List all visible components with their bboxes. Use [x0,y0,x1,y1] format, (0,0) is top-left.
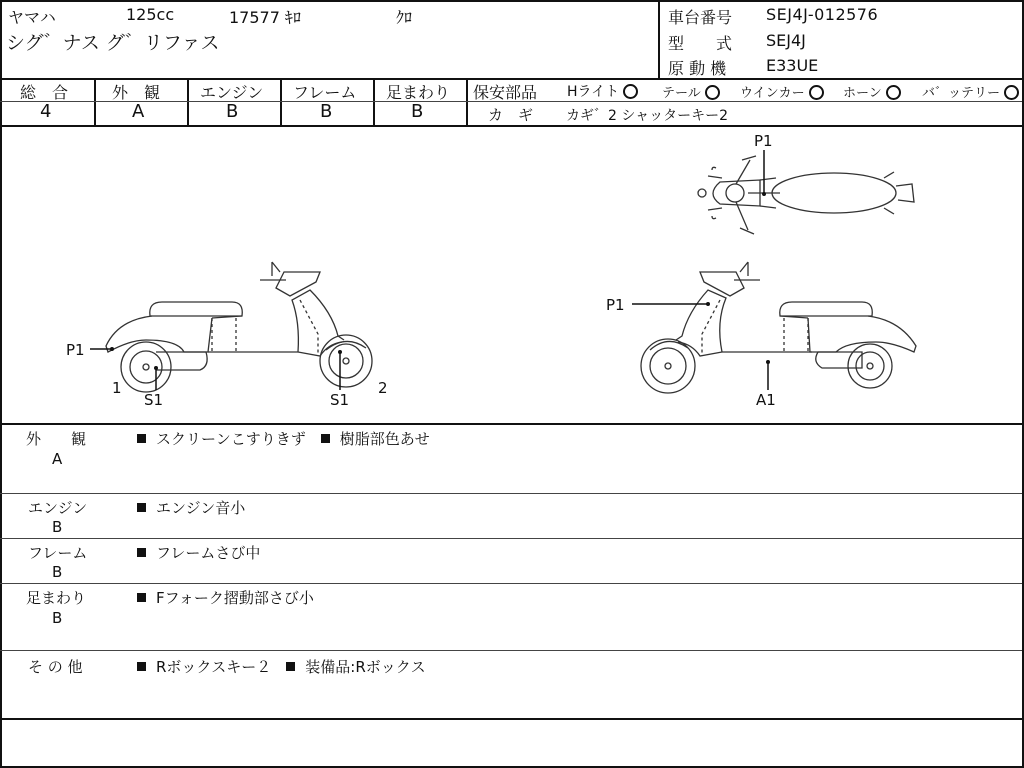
safety-item-battery [922,82,1019,101]
grade-engine-value: B [226,101,239,122]
grade-exterior-label: 外 観 [112,83,161,102]
note-exterior-grade: A [52,450,63,468]
frame-no: SEJ4J-012576 [766,5,879,24]
grade-divider [373,78,375,126]
safety-mid-line [466,101,1022,102]
safety-item-label: バ゛ッテリー [922,86,1001,101]
label-p1-right: P1 [606,296,625,314]
note-engine-text [137,497,245,518]
note-text: スクリーンこすりきず [156,430,306,448]
safety-item-label: Hライト [567,84,620,100]
frame-no-label: 車台番号 [668,8,733,27]
note-divider [0,493,1022,494]
note-exterior-label: 外 観 [26,430,87,448]
note-suspension-text [137,587,314,608]
grade-exterior-value: A [132,101,145,122]
note-suspension-grade: B [52,609,63,627]
engine-label: 原 動 機 [668,59,727,78]
grade-suspension-value: B [411,101,424,122]
bullet-square-icon [137,548,146,557]
diagram-bottom-line [0,423,1024,425]
grade-engine-label: エンジン [200,83,264,102]
bullet-square-icon [137,503,146,512]
label-s1-b: S1 [330,391,350,409]
label-a1: A1 [756,391,776,409]
safety-item-tail [662,82,720,101]
header-divider [658,0,660,78]
safety-item-label: ウインカー [740,86,805,101]
note-engine-grade: B [52,518,63,536]
grade-divider [466,78,468,126]
note-other-label: そ の 他 [28,658,83,676]
grade-divider [94,78,96,126]
bullet-square-icon [321,434,330,443]
note-divider [0,538,1022,539]
engine-value: E33UE [766,56,819,75]
maker: ヤマハ [8,8,56,27]
note-frame-grade: B [52,563,63,581]
label-num1: 1 [112,379,122,397]
note-other-text [137,656,426,677]
note-frame-text [137,542,260,563]
grade-frame-label: フレーム [293,83,357,102]
ok-circle-icon [809,85,824,100]
bullet-square-icon [137,662,146,671]
type-value: SEJ4J [766,31,806,50]
ok-circle-icon [623,84,638,99]
note-engine-label: エンジン [28,499,88,517]
note-text: 装備品:Rボックス [305,658,426,676]
grade-overall-label: 総 合 [20,83,69,102]
safety-item-horn [843,82,901,101]
bullet-square-icon [137,593,146,602]
safety-item-label: ホーン [843,86,882,101]
safety-item-winker [740,82,824,101]
safety-item-label: テール [662,86,701,101]
displacement: 125cc [126,5,175,24]
type-label: 型 式 [668,34,733,53]
note-text: Rボックスキー２ [156,658,272,676]
key-label: カ ギ [488,106,534,124]
safety-item-headlight [567,81,638,101]
ok-circle-icon [886,85,901,100]
mileage: 17577 ｷﾛ [229,8,301,27]
note-text: 樹脂部色あせ [339,430,430,448]
grade-divider [280,78,282,126]
model-name: シグ゛ナス グ゛リファス [6,32,220,54]
safety-label: 保安部品 [473,83,538,102]
color: ｸﾛ [396,8,413,27]
notes-bottom-line [0,718,1024,720]
note-suspension-label: 足まわり [26,589,87,607]
label-p1-top: P1 [754,132,773,150]
scooter-top-view [698,156,914,234]
label-p1-left: P1 [66,341,85,359]
note-text: エンジン音小 [156,499,246,517]
damage-diagram [0,127,1020,423]
bullet-square-icon [286,662,295,671]
grade-divider [187,78,189,126]
label-num2: 2 [378,379,388,397]
ok-circle-icon [705,85,720,100]
key-value: カギ゛2 シャッターキー2 [566,108,728,124]
scooter-right-view [641,262,916,393]
bullet-square-icon [137,434,146,443]
grade-frame-value: B [320,101,333,122]
note-text: Fフォーク摺動部さび小 [156,589,314,607]
note-text: フレームさび中 [156,544,261,562]
note-divider [0,583,1022,584]
ok-circle-icon [1004,85,1019,100]
note-divider [0,650,1022,651]
grade-suspension-label: 足まわり [386,83,451,102]
note-frame-label: フレーム [28,544,88,562]
note-exterior-text [137,428,430,449]
label-s1-a: S1 [144,391,164,409]
grade-overall-value: 4 [40,101,52,122]
scooter-left-view [106,262,372,392]
